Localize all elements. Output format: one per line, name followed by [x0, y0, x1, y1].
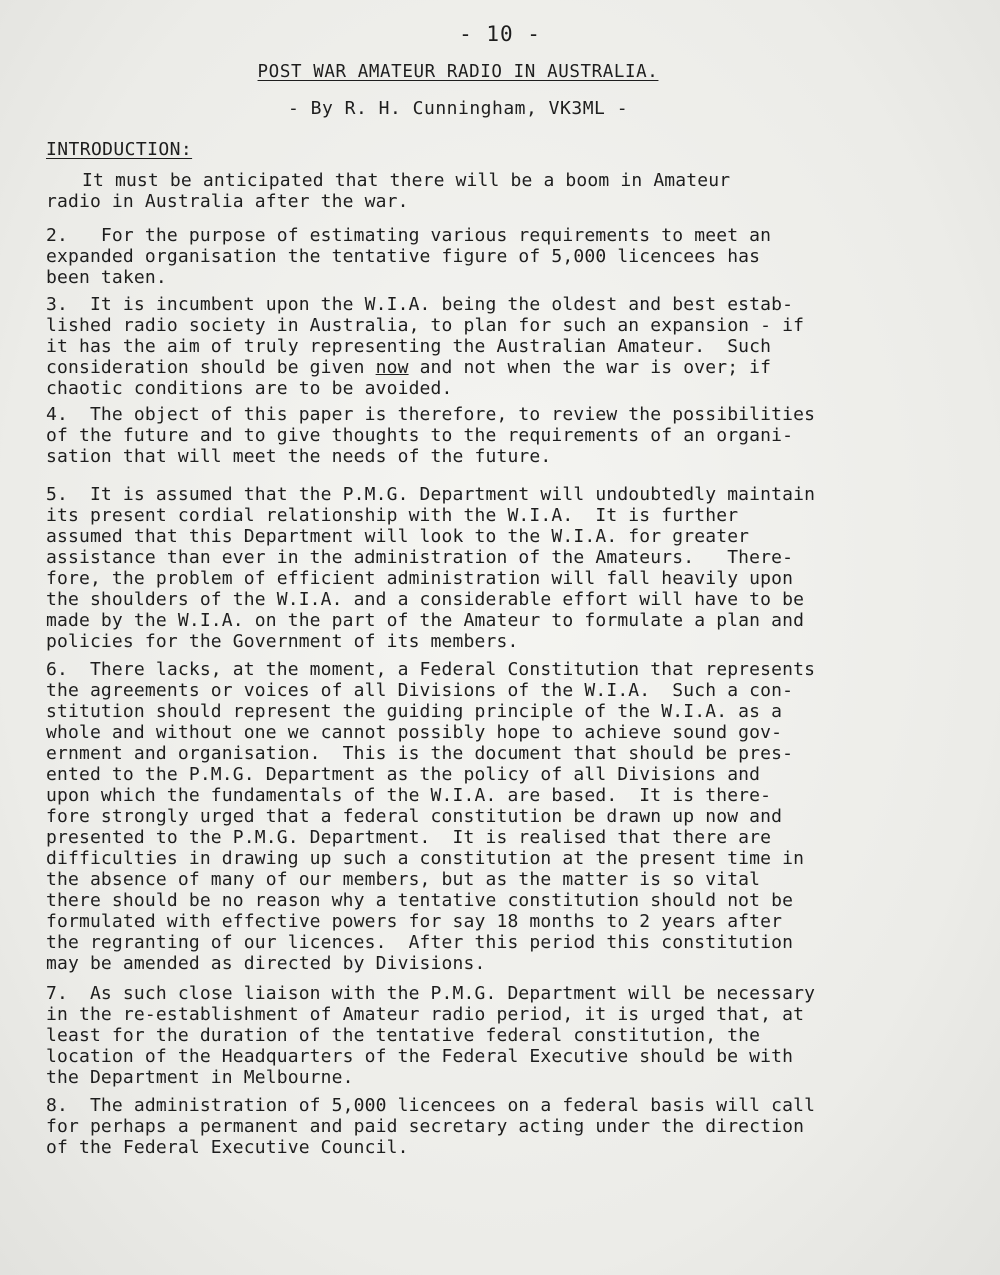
paragraph-2: [46, 225, 926, 288]
document-title: POST WAR AMATEUR RADIO IN AUSTRALIA.: [257, 62, 659, 82]
paragraph-line: the Department in Melbourne.: [46, 1067, 354, 1088]
paragraph-line: 7. As such close liaison with the P.M.G. Department will be necessary: [46, 983, 816, 1004]
paragraph-line: been taken.: [46, 267, 167, 288]
paragraph-line: radio in Australia after the war.: [46, 191, 409, 212]
paragraph-line: 8. The administration of 5,000 licencees on a federal basis will call: [46, 1095, 816, 1116]
paragraph-line: assistance than ever in the administration of the Amateurs. There-: [46, 547, 794, 568]
paragraph-line: ernment and organisation. This is the document that should be pres-: [46, 743, 794, 764]
paragraph-line: location of the Headquarters of the Federal Executive should be with: [46, 1046, 794, 1067]
paragraph-line: the shoulders of the W.I.A. and a considerable effort will have to be: [46, 589, 805, 610]
paragraph-line: 5. It is assumed that the P.M.G. Department will undoubtedly maintain: [46, 484, 816, 505]
paragraph-line: whole and without one we cannot possibly hope to achieve sound gov-: [46, 722, 783, 743]
paragraph-line: [46, 357, 926, 378]
paragraph-line: sation that will meet the needs of the future.: [46, 446, 552, 467]
emphasis-word: now: [375, 357, 409, 378]
paragraph-line: the agreements or voices of all Divisions of the W.I.A. Such a con-: [46, 680, 794, 701]
section-heading-introduction: INTRODUCTION:: [46, 139, 193, 160]
paragraph-line: chaotic conditions are to be avoided.: [46, 378, 453, 399]
paragraph-line: 2. For the purpose of estimating various requirements to meet an: [46, 225, 772, 246]
author-byline: - By R. H. Cunningham, VK3ML -: [287, 98, 629, 119]
paragraph-line: 3. It is incumbent upon the W.I.A. being the oldest and best estab-: [46, 294, 794, 315]
paragraph-line: in the re-establishment of Amateur radio period, it is urged that, at: [46, 1004, 805, 1025]
paragraph-line: ented to the P.M.G. Department as the policy of all Divisions and: [46, 764, 761, 785]
paragraph-line: the absence of many of our members, but as the matter is so vital: [46, 869, 761, 890]
paragraph-line: expanded organisation the tentative figure of 5,000 licencees has: [46, 246, 761, 267]
paragraph-7: [46, 983, 926, 1088]
paragraph-line: may be amended as directed by Divisions.: [46, 953, 486, 974]
paragraph-line: made by the W.I.A. on the part of the Amateur to formulate a plan and: [46, 610, 805, 631]
paragraph-line: there should be no reason why a tentative constitution should not be: [46, 890, 794, 911]
paragraph-line: difficulties in drawing up such a constitution at the present time in: [46, 848, 805, 869]
paragraph-line: 6. There lacks, at the moment, a Federal Constitution that represents: [46, 659, 816, 680]
paragraph-1: [46, 170, 926, 212]
paragraph-5: [46, 484, 926, 652]
paragraph-line: stitution should represent the guiding principle of the W.I.A. as a: [46, 701, 783, 722]
paragraph-line: formulated with effective powers for say 18 months to 2 years after: [46, 911, 783, 932]
paragraph-line: of the future and to give thoughts to the requirements of an organi-: [46, 425, 794, 446]
paragraph-line: policies for the Government of its members.: [46, 631, 519, 652]
paragraph-line: the regranting of our licences. After this period this constitution: [46, 932, 794, 953]
paragraph-line: fore, the problem of efficient administration will fall heavily upon: [46, 568, 794, 589]
paragraph-line: It must be anticipated that there will be a boom in Amateur: [82, 170, 731, 191]
paragraph-line: fore strongly urged that a federal constitution be drawn up now and: [46, 806, 783, 827]
paragraph-8: [46, 1095, 926, 1158]
paragraph-line: its present cordial relationship with the W.I.A. It is further: [46, 505, 739, 526]
paragraph-line: least for the duration of the tentative federal constitution, the: [46, 1025, 761, 1046]
paragraph-4: [46, 404, 926, 467]
paragraph-line: of the Federal Executive Council.: [46, 1137, 409, 1158]
paragraph-line: it has the aim of truly representing the Australian Amateur. Such: [46, 336, 772, 357]
paragraph-line: lished radio society in Australia, to plan for such an expansion - if: [46, 315, 805, 336]
paragraph-line: presented to the P.M.G. Department. It is realised that there are: [46, 827, 772, 848]
paragraph-line-end: and not when the war is over; if: [408, 357, 772, 378]
page-number: - 10 -: [459, 22, 541, 46]
paragraph-line: upon which the fundamentals of the W.I.A. are based. It is there-: [46, 785, 772, 806]
paragraph-line-start: consideration should be given: [46, 357, 376, 378]
paragraph-3: [46, 294, 926, 399]
paragraph-line: assumed that this Department will look to the W.I.A. for greater: [46, 526, 750, 547]
paragraph-line: for perhaps a permanent and paid secretary acting under the direction: [46, 1116, 805, 1137]
paragraph-6: [46, 659, 926, 974]
paragraph-line: 4. The object of this paper is therefore, to review the possibilities: [46, 404, 816, 425]
